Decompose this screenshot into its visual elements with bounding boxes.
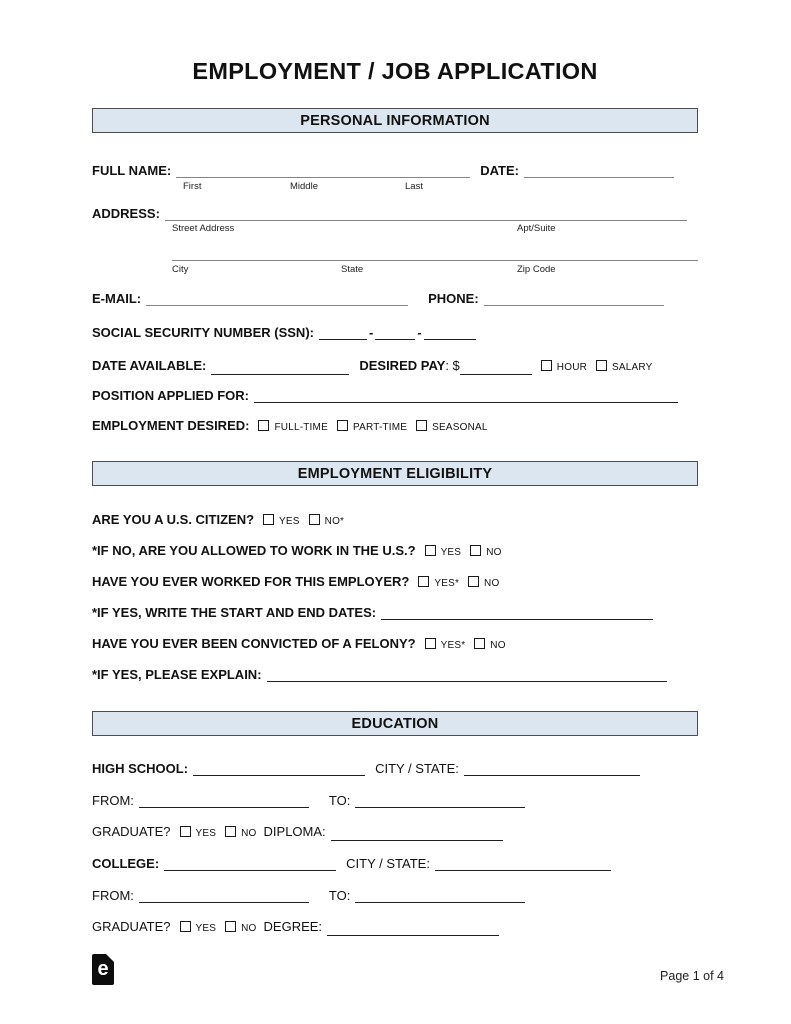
form-title: EMPLOYMENT / JOB APPLICATION xyxy=(192,58,598,84)
college-graduate-label: GRADUATE? xyxy=(92,919,171,934)
hs-graduate-label: GRADUATE? xyxy=(92,824,171,839)
felony-yes-checkbox[interactable] xyxy=(425,638,436,649)
desired-pay-line[interactable] xyxy=(460,361,532,375)
college-from-label: FROM: xyxy=(92,888,134,903)
parttime-checkbox[interactable] xyxy=(337,420,348,431)
full-name-label: FULL NAME: xyxy=(92,163,172,178)
email-line[interactable] xyxy=(146,292,408,306)
college-graduate-no-checkbox[interactable] xyxy=(225,921,236,932)
allowed-no-label: NO xyxy=(486,547,502,558)
state-sublabel: State xyxy=(341,264,364,275)
salary-checkbox-group[interactable] xyxy=(596,358,652,373)
city-sublabel: City xyxy=(172,264,189,275)
college-graduate-no-label: NO xyxy=(241,923,257,934)
citizen-question-row xyxy=(92,512,698,527)
address-sublabels xyxy=(92,223,698,234)
eforms-logo-letter: e xyxy=(97,958,109,980)
seasonal-checkbox-group[interactable] xyxy=(416,418,488,433)
parttime-checkbox-label: PART-TIME xyxy=(352,422,408,433)
ssn-separator-1: - xyxy=(368,325,374,340)
employment-desired-label: EMPLOYMENT DESIRED: xyxy=(92,418,250,433)
college-degree-line[interactable] xyxy=(327,922,499,936)
citizen-yes-checkbox[interactable] xyxy=(263,514,274,525)
ssn-row xyxy=(92,325,698,340)
date-available-line[interactable] xyxy=(211,361,349,375)
start-end-dates-label: *IF YES, WRITE THE START AND END DATES: xyxy=(92,605,377,620)
citizen-no-checkbox[interactable] xyxy=(309,514,320,525)
college-to-line[interactable] xyxy=(355,889,525,903)
city-state-zip-line[interactable] xyxy=(172,247,698,261)
ssn-separator-2: - xyxy=(417,325,422,340)
hs-from-to-row xyxy=(92,793,698,808)
allowed-yes-label: YES xyxy=(440,547,462,558)
hs-city-state-line[interactable] xyxy=(464,762,640,776)
position-line[interactable] xyxy=(254,389,678,403)
apt-suite-sublabel: Apt/Suite xyxy=(517,223,556,234)
position-row xyxy=(92,388,698,403)
hs-graduate-no-checkbox-group[interactable] xyxy=(225,824,256,839)
allowed-no-checkbox[interactable] xyxy=(470,545,481,556)
hour-checkbox-group[interactable] xyxy=(541,358,587,373)
worked-yes-checkbox[interactable] xyxy=(418,576,429,587)
citizen-no-checkbox-group[interactable] xyxy=(309,512,345,527)
college-graduate-row xyxy=(92,919,698,934)
hs-graduate-row xyxy=(92,824,698,839)
hour-checkbox[interactable] xyxy=(541,360,552,371)
hs-from-line[interactable] xyxy=(139,794,309,808)
hs-diploma-line[interactable] xyxy=(331,827,503,841)
allowed-question-row xyxy=(92,543,698,558)
felony-yes-label: YES* xyxy=(440,640,466,651)
citizen-no-label: NO* xyxy=(324,516,345,527)
worked-no-label: NO xyxy=(484,578,500,589)
full-name-line[interactable] xyxy=(176,164,470,178)
ssn-label: SOCIAL SECURITY NUMBER (SSN): xyxy=(92,325,314,340)
worked-question-row xyxy=(92,574,698,589)
college-city-state-line[interactable] xyxy=(435,857,611,871)
hs-graduate-yes-label: YES xyxy=(195,828,217,839)
felony-yes-checkbox-group[interactable] xyxy=(425,636,466,651)
hs-to-label: TO: xyxy=(328,793,351,808)
last-sublabel: Last xyxy=(405,181,423,192)
parttime-checkbox-group[interactable] xyxy=(337,418,407,433)
college-label: COLLEGE: xyxy=(92,856,160,871)
college-from-line[interactable] xyxy=(139,889,309,903)
first-sublabel: First xyxy=(183,181,202,192)
name-sublabels xyxy=(92,181,698,192)
date-available-row xyxy=(92,358,698,373)
citizen-question-label: ARE YOU A U.S. CITIZEN? xyxy=(92,512,255,527)
worked-no-checkbox[interactable] xyxy=(468,576,479,587)
worked-no-checkbox-group[interactable] xyxy=(468,574,499,589)
start-end-dates-row xyxy=(92,605,698,620)
hs-graduate-no-label: NO xyxy=(241,828,257,839)
citizen-yes-checkbox-group[interactable] xyxy=(263,512,300,527)
fulltime-checkbox[interactable] xyxy=(258,420,269,431)
eforms-document-icon xyxy=(92,954,114,985)
hour-checkbox-label: HOUR xyxy=(556,362,588,373)
phone-line[interactable] xyxy=(484,292,664,306)
page-number: Page 1 of 4 xyxy=(660,969,724,983)
felony-no-label: NO xyxy=(490,640,506,651)
college-to-label: TO: xyxy=(328,888,351,903)
explain-line[interactable] xyxy=(267,668,667,682)
explain-row xyxy=(92,667,698,682)
city-state-zip-sublabels xyxy=(92,264,698,275)
hs-graduate-yes-checkbox[interactable] xyxy=(180,826,191,837)
section-header-education: EDUCATION xyxy=(92,711,698,736)
fulltime-checkbox-group[interactable] xyxy=(258,418,327,433)
address-row xyxy=(92,206,698,221)
seasonal-checkbox[interactable] xyxy=(416,420,427,431)
address-label: ADDRESS: xyxy=(92,206,160,221)
felony-question-label: HAVE YOU EVER BEEN CONVICTED OF A FELONY? xyxy=(92,636,416,651)
degree-label: DEGREE: xyxy=(263,919,323,934)
hs-to-line[interactable] xyxy=(355,794,525,808)
fulltime-checkbox-label: FULL-TIME xyxy=(274,422,328,433)
college-from-to-row xyxy=(92,888,698,903)
high-school-label: HIGH SCHOOL: xyxy=(92,761,189,776)
date-available-label: DATE AVAILABLE: xyxy=(92,358,207,373)
street-address-sublabel: Street Address xyxy=(172,223,235,234)
salary-checkbox[interactable] xyxy=(596,360,607,371)
diploma-label: DIPLOMA: xyxy=(263,824,326,839)
explain-label: *IF YES, PLEASE EXPLAIN: xyxy=(92,667,262,682)
allowed-no-checkbox-group[interactable] xyxy=(470,543,501,558)
street-address-line[interactable] xyxy=(165,207,687,221)
allowed-yes-checkbox[interactable] xyxy=(425,545,436,556)
footer xyxy=(92,954,724,985)
start-end-dates-line[interactable] xyxy=(381,606,653,620)
college-city-state-label: CITY / STATE: xyxy=(346,856,430,871)
middle-sublabel: Middle xyxy=(290,181,318,192)
worked-question-label: HAVE YOU EVER WORKED FOR THIS EMPLOYER? xyxy=(92,574,410,589)
seasonal-checkbox-label: SEASONAL xyxy=(432,422,488,433)
college-graduate-no-checkbox-group[interactable] xyxy=(225,919,256,934)
date-line[interactable] xyxy=(524,164,674,178)
zip-code-sublabel: Zip Code xyxy=(517,264,556,275)
employment-desired-row xyxy=(92,418,698,433)
worked-yes-label: YES* xyxy=(434,578,460,589)
high-school-row xyxy=(92,761,698,776)
salary-checkbox-label: SALARY xyxy=(612,362,653,373)
ssn-part3-line[interactable] xyxy=(424,326,476,340)
hs-graduate-no-checkbox[interactable] xyxy=(225,826,236,837)
ssn-part1-line[interactable] xyxy=(319,326,367,340)
position-label: POSITION APPLIED FOR: xyxy=(92,388,249,403)
hs-city-state-label: CITY / STATE: xyxy=(375,761,459,776)
allowed-yes-checkbox-group[interactable] xyxy=(425,543,462,558)
felony-no-checkbox-group[interactable] xyxy=(474,636,505,651)
desired-pay-label: DESIRED PAY xyxy=(359,358,446,373)
section-header-employment-eligibility: EMPLOYMENT ELIGIBILITY xyxy=(92,461,698,486)
phone-label: PHONE: xyxy=(428,291,479,306)
college-name-line[interactable] xyxy=(164,857,336,871)
felony-question-row xyxy=(92,636,698,651)
ssn-part2-line[interactable] xyxy=(375,326,415,340)
email-label: E-MAIL: xyxy=(92,291,142,306)
allowed-question-label: *IF NO, ARE YOU ALLOWED TO WORK IN THE U.S.? xyxy=(92,543,416,558)
college-graduate-yes-label: YES xyxy=(195,923,217,934)
email-phone-row xyxy=(92,291,698,306)
section-header-personal-information: PERSONAL INFORMATION xyxy=(92,108,698,133)
college-graduate-yes-checkbox-group[interactable] xyxy=(180,919,217,934)
desired-pay-prefix: : $ xyxy=(445,358,460,373)
citizen-yes-label: YES xyxy=(279,516,300,527)
hs-from-label: FROM: xyxy=(92,793,134,808)
hs-graduate-yes-checkbox-group[interactable] xyxy=(180,824,217,839)
felony-no-checkbox[interactable] xyxy=(474,638,485,649)
city-state-zip-row xyxy=(92,246,698,261)
hs-name-line[interactable] xyxy=(193,762,365,776)
full-name-row xyxy=(92,163,698,178)
college-row xyxy=(92,856,698,871)
college-graduate-yes-checkbox[interactable] xyxy=(180,921,191,932)
worked-yes-checkbox-group[interactable] xyxy=(418,574,459,589)
date-label: DATE: xyxy=(480,163,519,178)
